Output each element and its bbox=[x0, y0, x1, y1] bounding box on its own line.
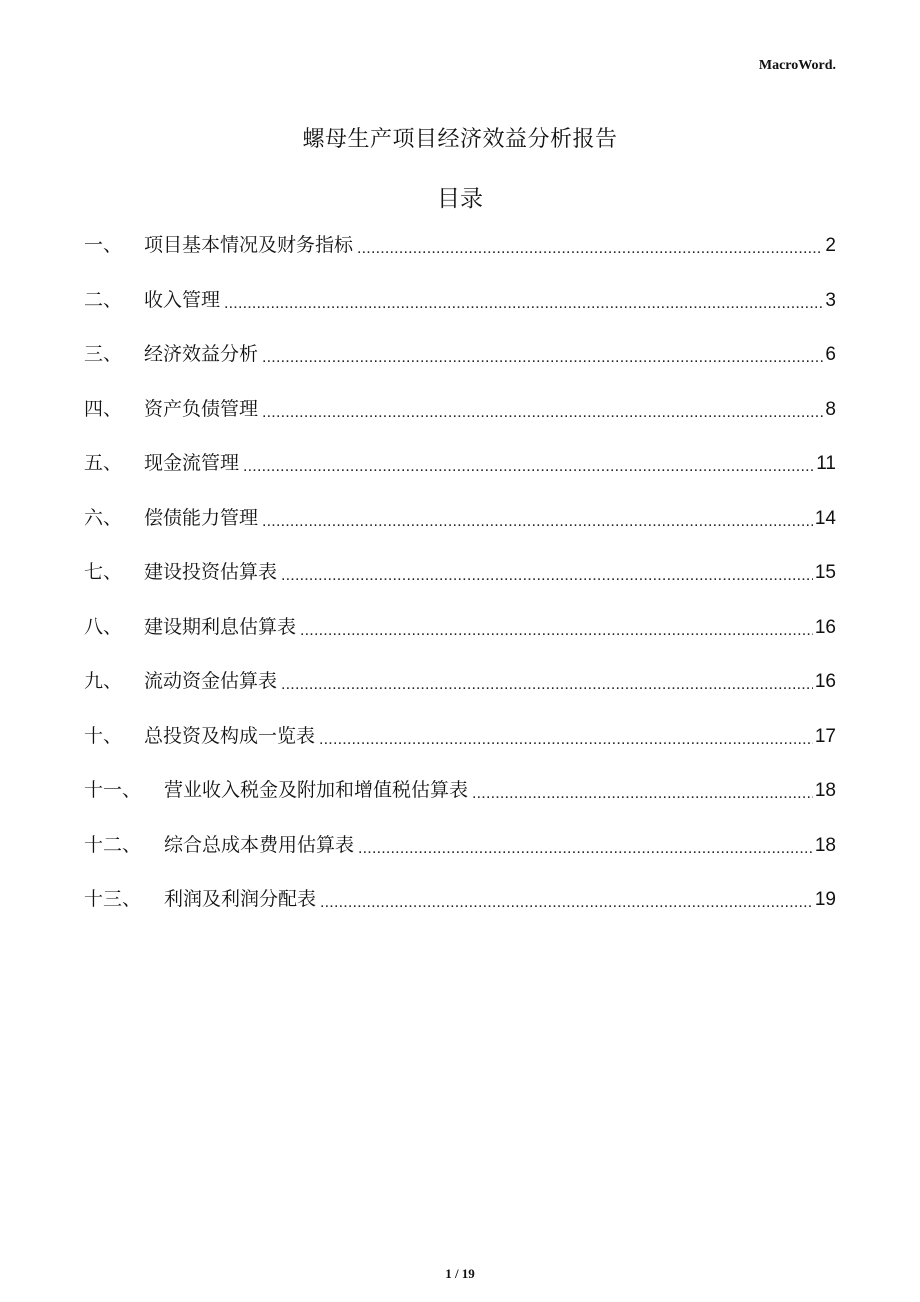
toc-entry-label: 建设期利息估算表 bbox=[144, 615, 297, 638]
header-brand: MacroWord. bbox=[758, 58, 836, 73]
toc-entry-number: 二、 bbox=[84, 288, 123, 311]
toc-entry-number: 十三、 bbox=[84, 888, 142, 910]
toc-entry-number: 四、 bbox=[84, 397, 123, 420]
toc-entry-page: 3 bbox=[825, 289, 836, 311]
toc-entry-number: 九、 bbox=[84, 670, 123, 692]
toc-leader-dots bbox=[300, 618, 813, 640]
toc-entry-label: 项目基本情况及财务指标 bbox=[144, 234, 354, 256]
toc-entry-7[interactable] bbox=[84, 557, 836, 612]
toc-entry-label: 利润及利润分配表 bbox=[164, 888, 317, 910]
toc-entry-number: 十二、 bbox=[84, 833, 142, 856]
toc-entry-page: 17 bbox=[814, 725, 836, 747]
toc-leader-dots bbox=[281, 563, 813, 585]
toc-entry-9[interactable] bbox=[84, 666, 836, 721]
toc-entry-page: 18 bbox=[814, 834, 836, 856]
toc-entry-13[interactable] bbox=[84, 884, 836, 939]
toc-heading: 目录 bbox=[437, 186, 483, 212]
toc-entry-label: 经济效益分析 bbox=[144, 343, 259, 365]
toc-entry-1[interactable] bbox=[84, 230, 836, 285]
toc-entry-number: 一、 bbox=[84, 234, 123, 256]
toc-entry-page: 11 bbox=[816, 453, 836, 474]
toc-entry-2[interactable] bbox=[84, 285, 836, 340]
toc-entry-label: 资产负债管理 bbox=[144, 397, 259, 420]
toc-entry-page: 14 bbox=[814, 507, 836, 529]
toc-entry-label: 总投资及构成一览表 bbox=[144, 724, 316, 747]
toc-entry-label: 营业收入税金及附加和增值税估算表 bbox=[164, 779, 469, 801]
toc-entry-3[interactable] bbox=[84, 339, 836, 394]
toc-leader-dots bbox=[262, 509, 813, 531]
toc-leader-dots bbox=[224, 291, 823, 313]
toc-entry-12[interactable] bbox=[84, 830, 836, 885]
toc-entry-number: 八、 bbox=[84, 615, 123, 638]
toc-leader-dots bbox=[243, 454, 814, 476]
toc-entry-number: 三、 bbox=[84, 343, 123, 365]
toc-entry-4[interactable] bbox=[84, 394, 836, 449]
toc-leader-dots bbox=[319, 727, 813, 749]
toc-entry-page: 2 bbox=[825, 235, 836, 256]
toc-leader-dots bbox=[320, 890, 813, 912]
toc-entry-label: 建设投资估算表 bbox=[144, 561, 278, 583]
toc-leader-dots bbox=[262, 400, 823, 422]
document-title: 螺母生产项目经济效益分析报告 bbox=[302, 127, 618, 152]
toc-entry-5[interactable] bbox=[84, 448, 836, 503]
toc-entry-label: 综合总成本费用估算表 bbox=[164, 833, 355, 856]
toc-entry-number: 十、 bbox=[84, 724, 123, 747]
toc-entry-label: 流动资金估算表 bbox=[144, 670, 278, 692]
toc-entry-label: 偿债能力管理 bbox=[144, 506, 259, 529]
toc-entry-page: 6 bbox=[825, 344, 836, 365]
toc-entry-10[interactable] bbox=[84, 721, 836, 776]
toc-entry-page: 8 bbox=[825, 398, 836, 420]
toc-leader-dots bbox=[472, 781, 813, 803]
toc-leader-dots bbox=[262, 345, 823, 367]
toc-entry-page: 15 bbox=[814, 562, 836, 583]
toc-entry-8[interactable] bbox=[84, 612, 836, 667]
toc-entry-page: 18 bbox=[814, 780, 836, 801]
toc-entry-label: 收入管理 bbox=[144, 288, 221, 311]
toc-entry-11[interactable] bbox=[84, 775, 836, 830]
toc-entry-number: 十一、 bbox=[84, 779, 142, 801]
toc-entry-page: 16 bbox=[814, 671, 836, 692]
toc-leader-dots bbox=[281, 672, 813, 694]
toc-leader-dots bbox=[358, 836, 813, 858]
toc-entry-number: 五、 bbox=[84, 452, 123, 474]
toc-entry-page: 16 bbox=[814, 616, 836, 638]
page-number-indicator: 1 / 19 bbox=[445, 1266, 475, 1281]
table-of-contents bbox=[84, 230, 836, 939]
toc-entry-6[interactable] bbox=[84, 503, 836, 558]
toc-entry-label: 现金流管理 bbox=[144, 452, 240, 474]
toc-leader-dots bbox=[357, 236, 823, 258]
toc-entry-number: 六、 bbox=[84, 506, 123, 529]
toc-entry-number: 七、 bbox=[84, 561, 123, 583]
toc-entry-page: 19 bbox=[814, 889, 836, 910]
